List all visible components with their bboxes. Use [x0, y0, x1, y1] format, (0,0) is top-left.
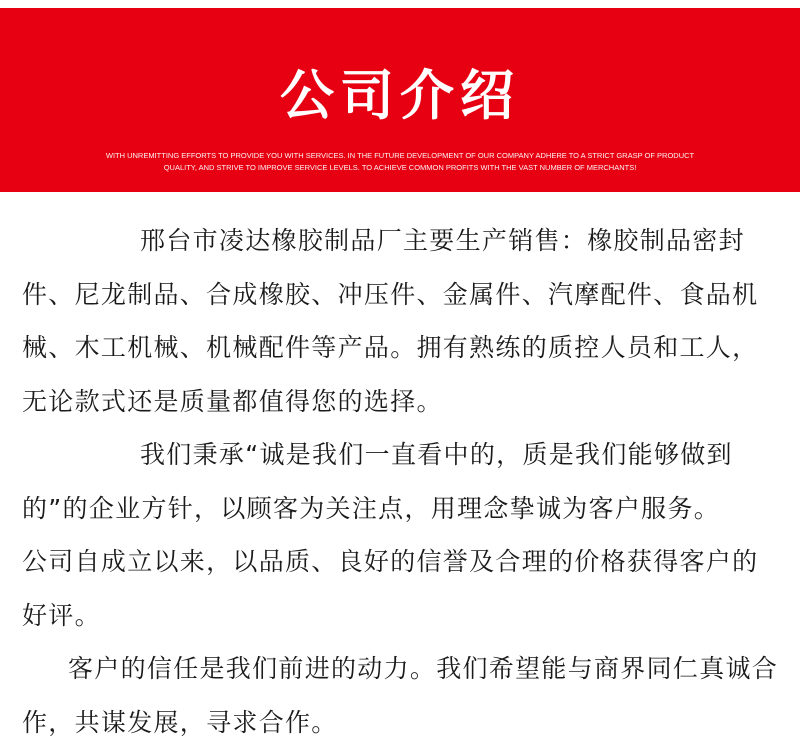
intro-paragraph-1: 邢台市凌达橡胶制品厂主要生产销售：橡胶制品密封件、尼龙制品、合成橡胶、冲压件、金属件、汽摩配件、食品机械、木工机械、机械配件等产品。拥有熟练的质控人员和工人，无论款式还是质量都值得您的选择。: [22, 226, 759, 416]
intro-paragraph-4: 客户的信任是我们前进的动力。我们希望能与商界同仁真诚合作，共谋发展，寻求合作。: [22, 654, 779, 737]
banner-subtitle: [60, 150, 740, 174]
banner-subtitle-line-1: WITH UNREMITTING EFFORTS TO PROVIDE YOU WITH SERVICES. IN THE FUTURE DEVELOPMENT OF OUR COMPANY ADHERE TO A STRICT GRASP OF PRODUCT: [105, 151, 695, 160]
intro-paragraph-3: 公司自成立以来，以品质、良好的信誉及合理的价格获得客户的好评。: [22, 547, 759, 630]
page-title: 公司介绍: [280, 64, 520, 127]
company-intro-body: [22, 214, 782, 749]
banner-subtitle-line-2: QUALITY, AND STRIVE TO IMPROVE SERVICE LEVELS. TO ACHIEVE COMMON PROFITS WITH THE VAST NUMBER OF MERCHANTS!: [163, 163, 637, 172]
header-banner: [0, 8, 800, 192]
intro-paragraph-2: 我们秉承“诚是我们一直看中的，质是我们能够做到的”的企业方针，以顾客为关注点，用理念挚诚为客户服务。: [22, 440, 733, 523]
